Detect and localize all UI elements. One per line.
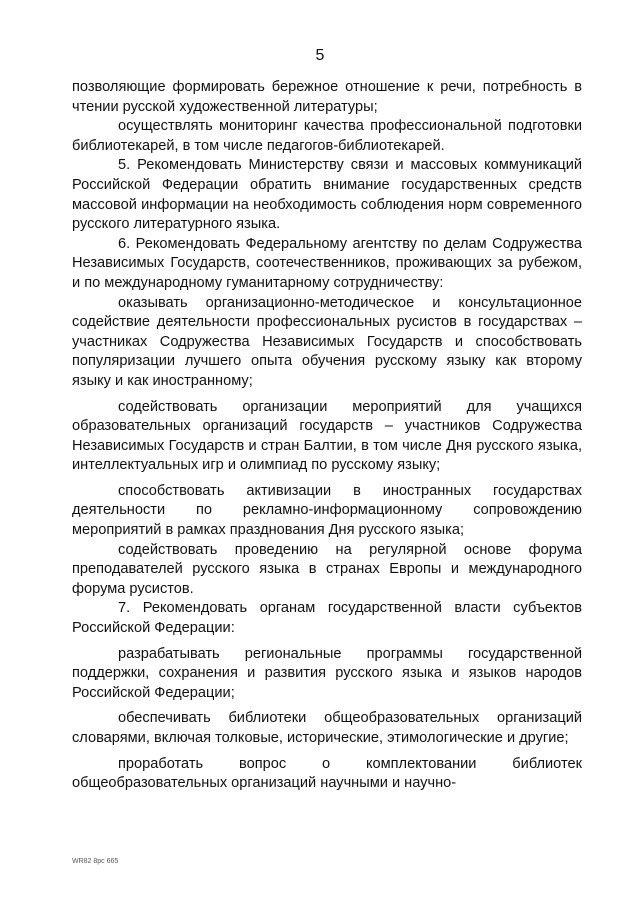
paragraph-activation: способствовать активизации в иностранных государствах деятельности по рекламно-информационному сопровождению мероприятий в рамках празднования Дня русского языка; <box>72 482 582 539</box>
paragraph-libraries: обеспечивать библиотеки общеобразовательных организаций словарями, включая толковые, исторические, этимологические и другие; <box>72 710 582 746</box>
paragraph-regional-programs: разрабатывать региональные программы государственной поддержки, сохранения и развития русского языка и языков народов Российской Федерации; <box>72 645 582 701</box>
paragraph-item-5: 5. Рекомендовать Министерству связи и массовых коммуникаций Российской Федерации обратить внимание государственных средств массовой информации на необходимость соблюдения норм современного русского литературного языка. <box>72 157 582 233</box>
paragraph-events: содействовать организации мероприятий для учащихся образовательных организаций государств – участников Содружества Независимых Государств и стран Балтии, в том числе Дня русского языка, интеллектуальных игр и олимпиад по русскому языку; <box>72 398 582 474</box>
paragraph-methodical-support: оказывать организационно-методическое и консультационное содействие деятельности профессиональных русистов в государствах – участниках Содружества Независимых Государств и способствовать популяризации лучшего опыта обучения русскому языку как второму языку и как иностранному; <box>72 294 582 389</box>
paragraph-continuation: позволяющие формировать бережное отношение к речи, потребность в чтении русской художественной литературы; <box>72 79 582 115</box>
paragraph-acquisition: проработать вопрос о комплектовании библиотек общеобразовательных организаций научными и научно- <box>72 755 582 792</box>
paragraph-monitoring: осуществлять мониторинг качества профессиональной подготовки библиотекарей, в том числе педагогов-библиотекарей. <box>72 118 582 154</box>
footer-code: WR82 8pc 665 <box>72 858 119 865</box>
page-number: 5 <box>315 47 325 64</box>
document-body <box>72 78 582 794</box>
paragraph-item-6: 6. Рекомендовать Федеральному агентству по делам Содружества Независимых Государств, соотечественников, проживающих за рубежом, и по международному гуманитарному сотрудничеству: <box>72 235 582 291</box>
paragraph-forum: содействовать проведению на регулярной основе форума преподавателей русского языка в странах Европы и международного форума русистов. <box>72 541 582 597</box>
paragraph-item-7: 7. Рекомендовать органам государственной власти субъектов Российской Федерации: <box>72 600 582 637</box>
